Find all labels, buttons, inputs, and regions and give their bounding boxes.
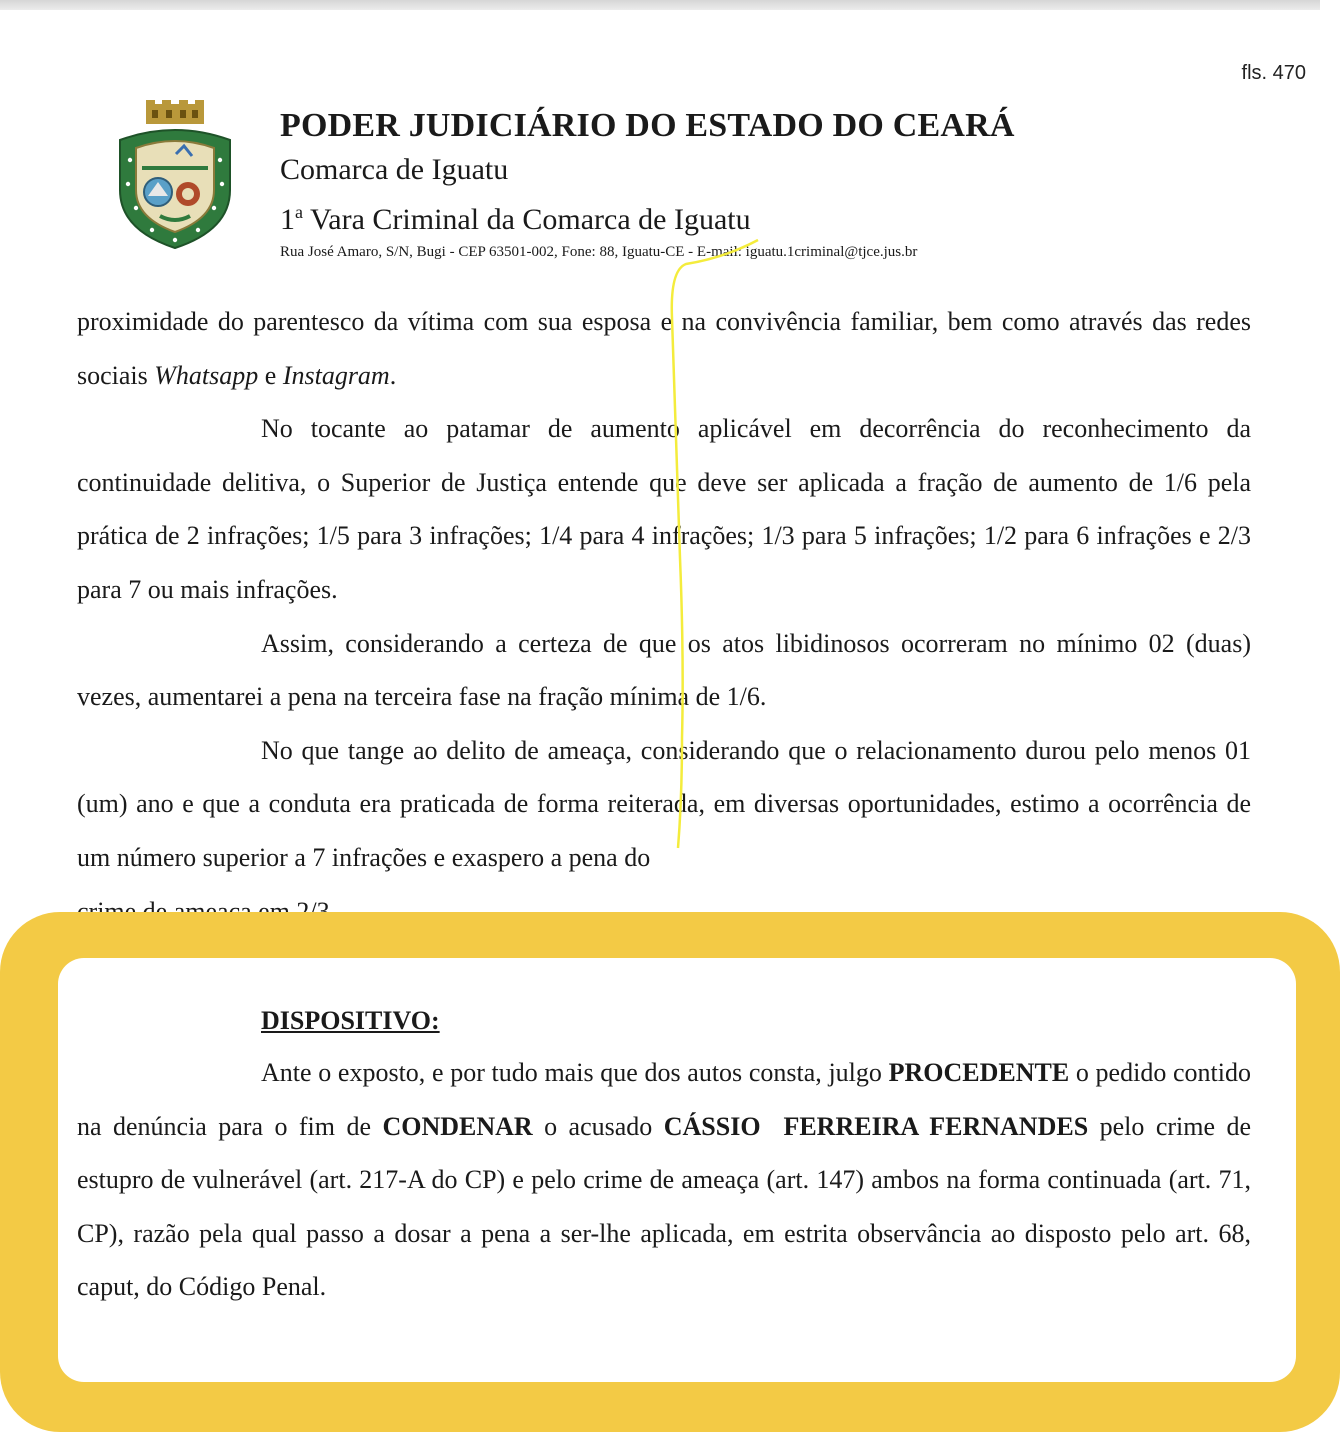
paragraph-1-text: proximidade do parentesco da vítima com sua esposa e na convivência familiar, bem como através das redes sociais (77, 307, 1251, 390)
vara-name (280, 191, 1015, 241)
instagram-term: Instagram (282, 360, 390, 390)
court-address: Rua José Amaro, S/N, Bugi - CEP 63501-002, Fone: 88, Iguatu-CE - E-mail: iguatu.1criminal@tjce.jus.br (280, 244, 918, 260)
dispositivo-paragraph (77, 1046, 1251, 1314)
conjunction: e (258, 360, 283, 390)
dispositivo-text-4: pelo crime de estupro de vulnerável (art. 217-A do CP) e pelo crime de ameaça (art. 147) ambos na forma continuada (art. 71, CP), razão pela qual passo a dosar a pena a ser-lhe aplicada, em estrita observância ao disposto pelo art. 68, caput, do Código Penal. (77, 1111, 1251, 1302)
court-header (280, 104, 1015, 263)
vara-rest: Vara Criminal da Comarca de Iguatu (303, 203, 751, 236)
dispositivo-text-1: Ante o exposto, e por tudo mais que dos autos consta, julgo (261, 1058, 889, 1087)
paragraph-4: No que tange ao delito de ameaça, considerando que o relacionamento durou pelo menos 01 (um) ano e que a conduta era praticada de forma reiterada, em diversas oportunidades, estimo a ocorrência de um número superior a 7 infrações e exaspero a pena do (77, 735, 1251, 872)
whatsapp-term: Whatsapp (154, 360, 259, 390)
verdict-procedente: PROCEDENTE (888, 1058, 1070, 1087)
paragraph-1-end: . (389, 360, 397, 390)
vara-ordinal: a (295, 202, 303, 222)
verdict-condenar: CONDENAR (382, 1111, 533, 1141)
defendant-name: CÁSSIO FERREIRA FERNANDES (663, 1111, 1089, 1141)
comarca-name: Comarca de Iguatu (280, 153, 509, 186)
dispositivo-text-2: o pedido contido na denúncia para o fim de (77, 1058, 1251, 1141)
pen-annotation (664, 238, 784, 858)
paragraph-3: Assim, considerando a certeza de que os atos libidinosos ocorreram no mínimo 02 (duas) vezes, aumentarei a pena na terceira fase na fração mínima de 1/6. (77, 628, 1251, 712)
dispositivo-title: DISPOSITIVO: (261, 1006, 440, 1035)
vara-prefix: 1 (280, 203, 295, 236)
ceara-coat-of-arms-icon (112, 98, 238, 250)
paragraph-2: No tocante ao patamar de aumento aplicável em decorrência do reconhecimento da continuidade delitiva, o Superior de Justiça entende que deve ser aplicada a fração de aumento de 1/6 pela prática de 2 infrações; 1/5 para 3 infrações; 1/4 para 4 infrações; 1/3 para 5 infrações; 1/2 para 6 infrações e 2/3 para 7 ou mais infrações. (77, 414, 1251, 604)
paragraph-4-cut-line (77, 885, 1251, 905)
viewer-top-bar (0, 0, 1320, 10)
dispositivo-content (77, 996, 1251, 1314)
court-name: PODER JUDICIÁRIO DO ESTADO DO CEARÁ (280, 107, 1015, 144)
page-number: fls. 470 (1241, 62, 1306, 84)
dispositivo-text-3: o acusado (532, 1111, 664, 1141)
dispositivo-card (58, 958, 1296, 1382)
